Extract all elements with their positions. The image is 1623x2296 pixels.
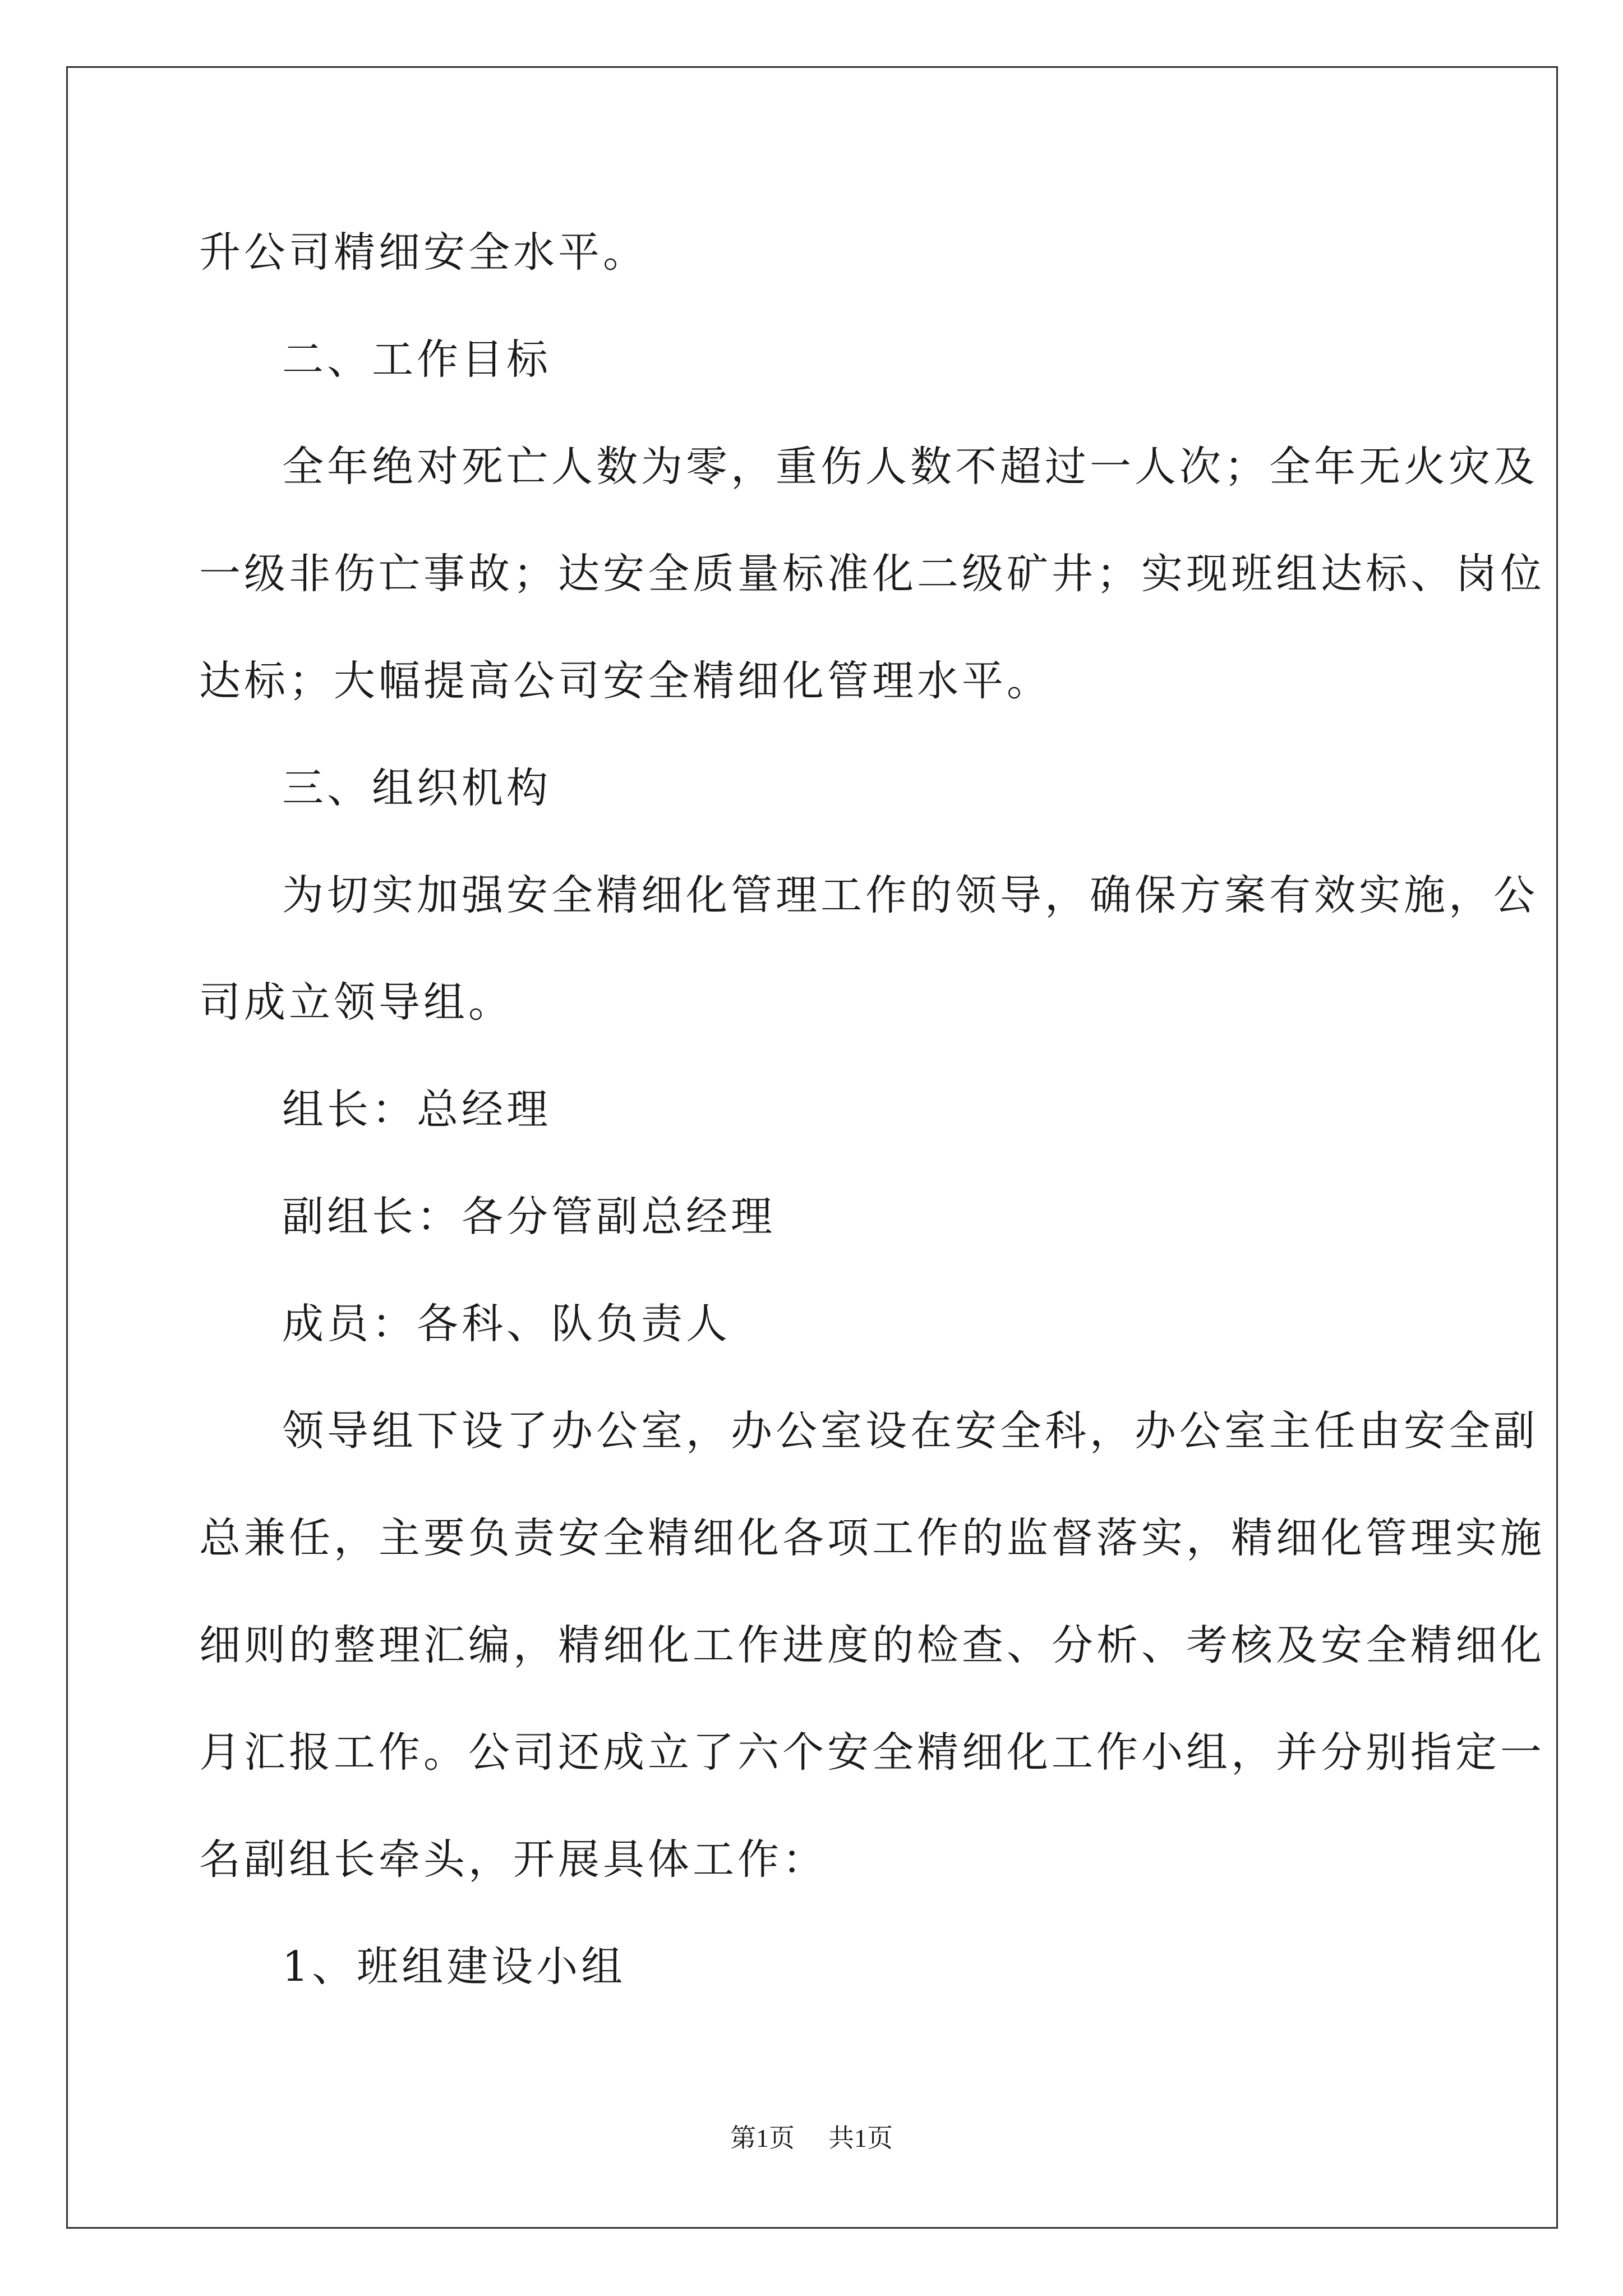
page-footer: [0, 2118, 1623, 2155]
text-line: 升公司精细安全水平。: [199, 228, 648, 277]
text-line: 组长：总经理: [282, 1085, 551, 1134]
paragraph: [199, 1378, 1545, 1913]
paragraph: [199, 1163, 1427, 1271]
text-line: 名副组长牵头，开展具体工作：: [199, 1835, 827, 1884]
paragraph: [199, 1056, 1427, 1163]
text-line: 月汇报工作。公司还成立了六个安全精细化工作小组，并分别指定一: [199, 1728, 1545, 1777]
paragraph: [199, 1913, 1427, 2021]
text-line: 成员：各科、队负责人: [282, 1300, 731, 1348]
section-heading: [199, 306, 1427, 413]
text-line: 三、组织机构: [282, 764, 551, 812]
paragraph: [199, 1271, 1427, 1378]
text-line: 达标；大幅提高公司安全精细化管理水平。: [199, 657, 1052, 705]
page-total: 共1页: [828, 2124, 893, 2152]
text-line: 副组长：各分管副总经理: [282, 1193, 776, 1241]
text-line: 细则的整理汇编，精细化工作进度的检查、分析、考核及安全精细化: [199, 1621, 1545, 1669]
text-line: 全年绝对死亡人数为零，重伤人数不超过一人次；全年无火灾及: [282, 443, 1538, 491]
text-line: 领导组下设了办公室，办公室设在安全科，办公室主任由安全副: [282, 1407, 1538, 1455]
section-heading: [199, 735, 1427, 842]
paragraph: [199, 199, 1427, 306]
paragraph: [199, 842, 1538, 1056]
text-line: 一级非伤亡事故；达安全质量标准化二级矿井；实现班组达标、岗位: [199, 550, 1545, 598]
document-body: [199, 199, 1545, 2021]
text-line: 司成立领导组。: [199, 978, 513, 1027]
text-line: 二、工作目标: [282, 335, 551, 384]
text-line: 为切实加强安全精细化管理工作的领导，确保方案有效实施，公: [282, 871, 1538, 919]
page-number: 第1页: [730, 2124, 795, 2152]
paragraph: [199, 413, 1545, 735]
text-line: 1、班组建设小组: [282, 1943, 626, 1991]
text-line: 总兼任，主要负责安全精细化各项工作的监督落实，精细化管理实施: [199, 1514, 1545, 1562]
